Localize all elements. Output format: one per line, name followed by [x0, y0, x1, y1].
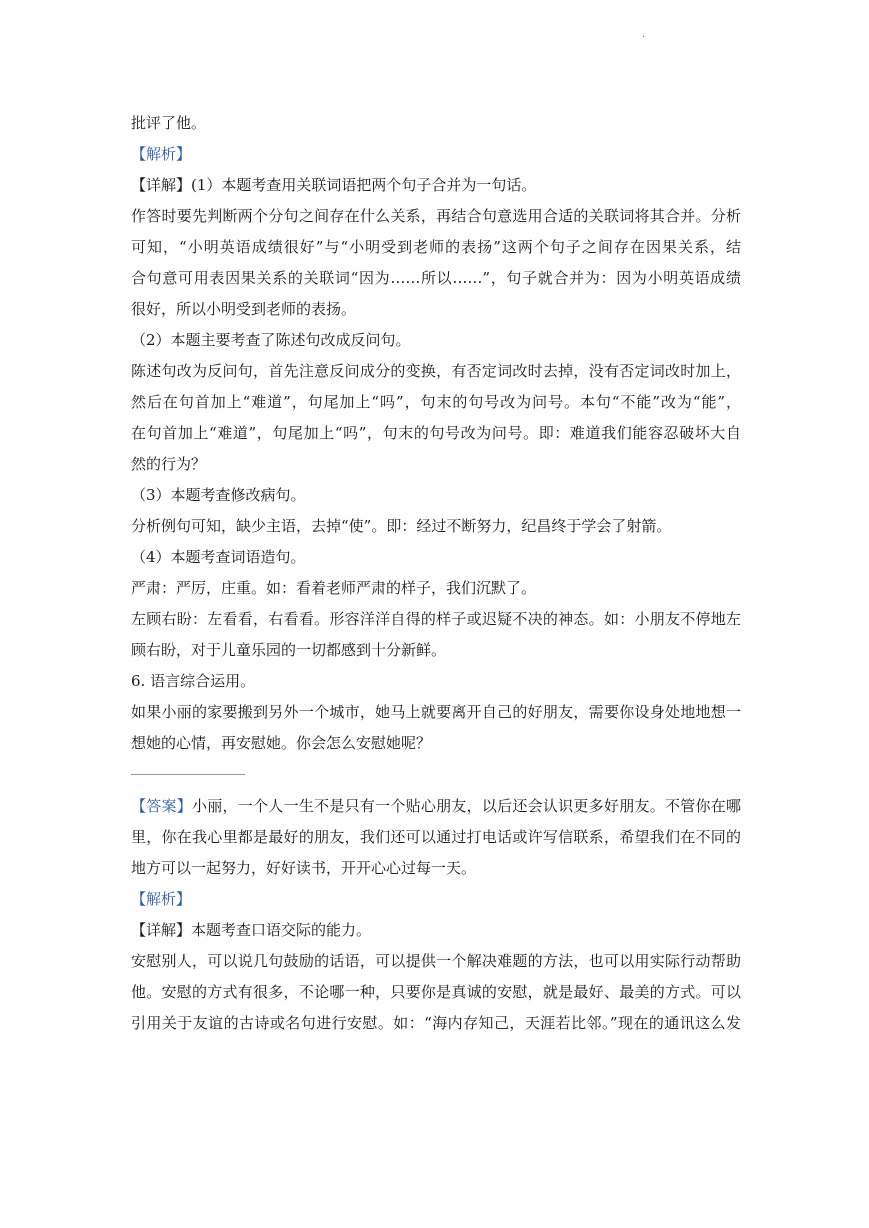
separator-line: [131, 774, 245, 775]
text-line: 作答时要先判断两个分句之间存在什么关系，再结合句意选用合适的关联词将其合并。分析: [131, 207, 741, 225]
text-line: 如果小丽的家要搬到另外一个城市，她马上就要离开自己的好朋友，需要你设身处地地想一: [131, 703, 741, 721]
text-line: 他。安慰的方式有很多，不论哪一种，只要你是真诚的安慰，就是最好、最美的方式。可以: [131, 983, 741, 1001]
text-line: 【详解】本题考查口语交际的能力。: [131, 921, 372, 939]
text-line: 安慰别人，可以说几句鼓励的话语，可以提供一个解决难题的方法，也可以用实际行动帮助: [131, 952, 741, 970]
text-line: 然后在句首加上“难道”，句尾加上“吗”，句末的句号改为问号。本句“不能”改为“能”，: [131, 393, 741, 411]
text-line: 分析例句可知，缺少主语，去掉“使”。即：经过不断努力，纪昌终于学会了射箭。: [131, 517, 672, 535]
text-line: 然的行为？: [131, 455, 207, 473]
section-label-analysis: 【解析】: [131, 890, 192, 908]
text-line: （2）本题主要考查了陈述句改成反问句。: [131, 331, 411, 349]
text-line: 里，你在我心里都是最好的朋友，我们还可以通过打电话或许写信联系，希望我们在不同的: [131, 828, 741, 846]
document-body: [131, 108, 741, 1039]
text-line: 严肃：严厉，庄重。如：看着老师严肃的样子，我们沉默了。: [131, 579, 537, 597]
text-line: （3）本题考查修改病句。: [131, 486, 306, 504]
section-label-answer: 【答案】: [131, 797, 193, 815]
text-line: 想她的心情，再安慰她。你会怎么安慰她呢？: [131, 734, 432, 752]
text-line: 【详解】(1）本题考查用关联词语把两个句子合并为一句话。: [131, 176, 537, 194]
answer-text: 小丽，一个人一生不是只有一个贴心朋友，以后还会认识更多好朋友。不管你在哪: [192, 797, 741, 815]
text-line: 很好，所以小明受到老师的表扬。: [131, 300, 357, 318]
text-line: 左顾右盼：左看看，右看看。形容洋洋自得的样子或迟疑不决的神态。如：小朋友不停地左: [131, 610, 741, 628]
text-line: 引用关于友谊的古诗或名句进行安慰。如：“海内存知己，天涯若比邻。”现在的通讯这么发: [131, 1014, 741, 1032]
text-line: 可知，“小明英语成绩很好”与“小明受到老师的表扬”这两个句子之间存在因果关系，结: [131, 238, 741, 256]
text-line: （4）本题考查词语造句。: [131, 548, 306, 566]
answer-separator: [131, 759, 741, 791]
text-line: 批评了他。: [131, 114, 207, 132]
text-line: 在句首加上“难道”，句尾加上“吗”，句末的句号改为问号。即：难道我们能容忍破坏大自: [131, 424, 741, 442]
section-label-analysis: 【解析】: [131, 145, 192, 163]
text-line: 合句意可用表因果关系的关联词“因为……所以……”，句子就合并为：因为小明英语成绩: [131, 269, 741, 287]
answer-line: [131, 791, 741, 822]
text-line: 顾右盼，对于儿童乐园的一切都感到十分新鲜。: [131, 641, 447, 659]
page-mark: .: [642, 29, 646, 40]
text-line: 地方可以一起努力，好好读书，开开心心过每一天。: [131, 859, 477, 877]
question-heading: 6. 语言综合运用。: [131, 672, 256, 690]
text-line: 陈述句改为反问句，首先注意反问成分的变换，有否定词改时去掉，没有否定词改时加上，: [131, 362, 741, 380]
